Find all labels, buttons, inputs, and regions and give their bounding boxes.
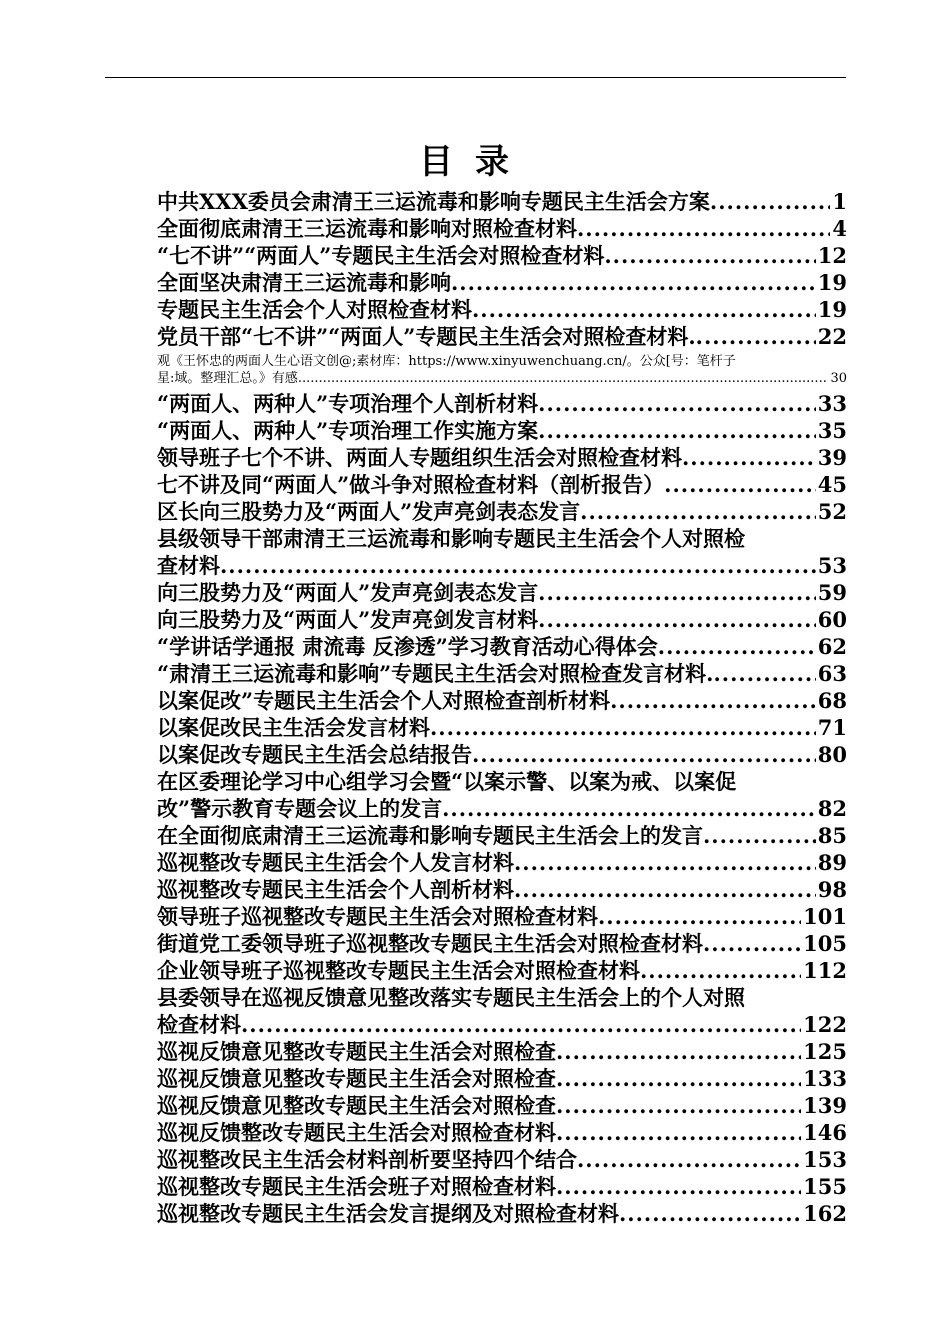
toc-entry[interactable] (157, 417, 847, 444)
toc-entry-title: 七不讲及同“两面人”做斗争对照检查材料（剖析报告） (157, 472, 665, 497)
toc-entry-title: 党员干部“七不讲”“两面人”专题民主生活会对照检查材料. (157, 324, 696, 349)
toc-entry-title: “七不讲”“两面人”专题民主生活会对照检查材料 (157, 243, 605, 268)
toc-page-number: 82 (817, 796, 847, 821)
toc-page-number: 133 (803, 1066, 847, 1091)
toc-page-number: 35 (817, 418, 847, 443)
toc-leader-dots (538, 579, 816, 606)
toc-page-number: 153 (803, 1147, 847, 1172)
toc-leader-dots (713, 660, 815, 687)
toc-page-number: 122 (803, 1012, 847, 1037)
toc-page-number: 71 (817, 715, 847, 740)
toc-entry-title: 全面彻底肃清王三运流毒和影响对照检查材料 (157, 216, 577, 241)
toc-entry-title: “肃清王三运流毒和影响”专题民主生活会对照检查发言材料. (157, 661, 714, 686)
toc-entry-title-line1: 观《王怀忠的两面人生心语文创@;素材库：https://www.xinyuwenchuang.cn/。公众[号：笔杆子 (157, 354, 736, 369)
toc-entry-title: 在全面彻底肃清王三运流毒和影响专题民主生活会上的发言 (157, 823, 703, 848)
toc-entry[interactable] (157, 930, 847, 957)
toc-leader-dots (640, 957, 801, 984)
toc-page-number: 89 (817, 850, 847, 875)
toc-entry[interactable] (157, 741, 847, 768)
toc-page-number: 62 (817, 634, 847, 659)
toc-entry-title: 中共XXX委员会肃清王三运流毒和影响专题民主生活会方案 (157, 189, 710, 214)
toc-entry[interactable] (157, 606, 847, 633)
toc-leader-dots (298, 370, 829, 387)
toc-entry[interactable] (157, 1173, 847, 1200)
toc-entry[interactable] (157, 1146, 847, 1173)
toc-entry-title-line1: 县委领导在巡视反馈意见整改落实专题民主生活会上的个人对照 (157, 985, 745, 1010)
toc-entry[interactable] (157, 1038, 847, 1065)
toc-leader-dots (472, 741, 816, 768)
toc-leader-dots (430, 714, 816, 741)
toc-leader-dots (556, 1092, 801, 1119)
toc-entry[interactable] (157, 471, 847, 498)
toc-entry-title: 以案促改”专题民主生活会个人对照检查剖析材料 (157, 688, 611, 713)
toc-page-number: 4 (832, 216, 847, 241)
toc-entry[interactable] (157, 323, 847, 350)
toc-leader-dots (703, 822, 816, 849)
toc-entry-title: “两面人、两种人”专项治理工作实施方案 (157, 418, 539, 443)
toc-page-number: 101 (803, 904, 847, 929)
toc-page-number: 45 (817, 472, 847, 497)
toc-leader-dots (538, 417, 816, 444)
toc-entry-title: 巡视反馈意见整改专题民主生活会对照检查 (157, 1093, 556, 1118)
toc-leader-dots (241, 1011, 801, 1038)
toc-leader-dots (604, 242, 815, 269)
toc-entry[interactable] (157, 498, 847, 525)
toc-entry[interactable] (157, 188, 847, 215)
toc-leader-dots (696, 323, 816, 350)
toc-entry-title: 以案促改民主生活会发言材料 (157, 715, 430, 740)
toc-entry-title-line1: 在区委理论学习中心组学习会暨“以案示警、以案为戒、以案促 (157, 769, 737, 794)
toc-entry-title: 巡视整改专题民主生活会个人发言材料 (157, 850, 514, 875)
toc-entry[interactable] (157, 849, 847, 876)
toc-entry[interactable] (157, 714, 847, 741)
toc-entry-title: 领导班子七个不讲、两面人专题组织生活会对照检查材料 (157, 445, 682, 470)
toc-leader-dots (619, 1200, 801, 1227)
toc-page-number: 60 (817, 607, 847, 632)
toc-entry[interactable] (157, 296, 847, 323)
toc-page-number: 1 (832, 189, 847, 214)
toc-entry[interactable] (157, 876, 847, 903)
toc-entry-title: 以案促改专题民主生活会总结报告 (157, 742, 472, 767)
toc-page-number: 33 (817, 391, 847, 416)
toc-entry-title: 查材料 (157, 553, 220, 578)
toc-entry[interactable] (157, 1200, 847, 1227)
toc-page-number: 39 (817, 445, 847, 470)
toc-leader-dots (682, 444, 816, 471)
toc-entry-title: 巡视整改民主生活会材料剖析要坚持四个结合 (157, 1147, 577, 1172)
toc-entry-title: 检查材料 (157, 1012, 241, 1037)
header-rule (105, 77, 846, 78)
toc-leader-dots (538, 390, 816, 417)
toc-leader-dots (514, 849, 816, 876)
toc-leader-dots (556, 1173, 801, 1200)
toc-entry[interactable] (157, 903, 847, 930)
toc-leader-dots (577, 1146, 801, 1173)
toc-entry[interactable] (157, 633, 847, 660)
toc-page-number: 52 (817, 499, 847, 524)
toc-entry-title: 向三股势力及“两面人”发声亮剑发言材料 (157, 607, 539, 632)
toc-entry[interactable] (157, 579, 847, 606)
toc-entry[interactable] (157, 1065, 847, 1092)
toc-entry-title: 星:域。整理汇总。》有感 (157, 371, 298, 386)
toc-entry-title: “学讲话学通报 肃流毒 反渗透”学习教育活动心得体会 (157, 634, 658, 659)
toc-page-number: 125 (803, 1039, 847, 1064)
toc-leader-dots (472, 296, 816, 323)
page-title: 目录 (419, 142, 531, 182)
toc-entry[interactable] (157, 350, 847, 390)
toc-leader-dots (556, 1119, 801, 1146)
toc-entry[interactable] (157, 1092, 847, 1119)
toc-leader-dots (664, 471, 816, 498)
toc-entry-title: 领导班子巡视整改专题民主生活会对照检查材料 (157, 904, 598, 929)
toc-page-number: 19 (817, 297, 847, 322)
toc-leader-dots (710, 188, 830, 215)
toc-leader-dots (556, 1065, 801, 1092)
toc-entry-title: 专题民主生活会个人对照检查材料 (157, 297, 472, 322)
toc-entry[interactable] (157, 269, 847, 296)
toc-leader-dots (442, 795, 816, 822)
toc-leader-dots (703, 930, 801, 957)
toc-entry-title: 巡视整改专题民主生活会班子对照检查材料 (157, 1174, 556, 1199)
toc-entry[interactable] (157, 984, 847, 1038)
toc-entry[interactable] (157, 215, 847, 242)
toc-entry[interactable] (157, 390, 847, 417)
toc-page-number: 105 (803, 931, 847, 956)
toc-entry-title: 企业领导班子巡视整改专题民主生活会对照检查材料 (157, 958, 640, 983)
toc-entry-title: 全面坚决肃清王三运流毒和影响 (157, 270, 451, 295)
toc-entry[interactable] (157, 525, 847, 579)
toc-page-number: 59 (817, 580, 847, 605)
toc-entry-title: “两面人、两种人”专项治理个人剖析材料 (157, 391, 539, 416)
toc-leader-dots (514, 876, 816, 903)
toc-entry[interactable] (157, 1119, 847, 1146)
toc-leader-dots (598, 903, 801, 930)
toc-page-number: 53 (817, 553, 847, 578)
toc-entry-title: 巡视整改专题民主生活会个人剖析材料 (157, 877, 514, 902)
toc-entry-title: 区长向三股势力及“两面人”发声亮剑表态发言 (157, 499, 581, 524)
toc-page-number: 63 (817, 661, 847, 686)
toc-entry-title: 改”警示教育专题会议上的发言 (157, 796, 443, 821)
toc-entry-title: 巡视反馈意见整改专题民主生活会对照检查 (157, 1039, 556, 1064)
toc-leader-dots (451, 269, 816, 296)
toc-page-number: 22 (817, 324, 847, 349)
toc-entry-title: 巡视整改专题民主生活会发言提纲及对照检查材料 (157, 1201, 619, 1226)
toc-leader-dots (658, 633, 816, 660)
toc-page-number: 19 (817, 270, 847, 295)
toc-entry[interactable] (157, 660, 847, 687)
toc-page-number: 98 (817, 877, 847, 902)
toc-entry[interactable] (157, 822, 847, 849)
toc-entry-title: 巡视反馈意见整改专题民主生活会对照检查 (157, 1066, 556, 1091)
toc-entry[interactable] (157, 242, 847, 269)
toc-entry[interactable] (157, 768, 847, 822)
toc-entry-title: 街道党工委领导班子巡视整改专题民主生活会对照检查材料 (157, 931, 703, 956)
toc-page-number: 80 (817, 742, 847, 767)
toc-leader-dots (577, 215, 830, 242)
toc-page-number: 68 (817, 688, 847, 713)
toc-leader-dots (610, 687, 816, 714)
toc-page-number: 146 (803, 1120, 847, 1145)
toc-leader-dots (580, 498, 816, 525)
toc-page-number: 162 (803, 1201, 847, 1226)
toc-page-number: 12 (817, 243, 847, 268)
toc-entry-title: 向三股势力及“两面人”发声亮剑表态发言 (157, 580, 539, 605)
toc-leader-dots (538, 606, 816, 633)
table-of-contents (157, 188, 847, 1227)
toc-entry-title-line1: 县级领导干部肃清王三运流毒和影响专题民主生活会个人对照检 (157, 526, 745, 551)
toc-page-number: 155 (803, 1174, 847, 1199)
toc-entry[interactable] (157, 687, 847, 714)
toc-entry-title: 巡视反馈整改专题民主生活会对照检查材料 (157, 1120, 556, 1145)
toc-leader-dots (556, 1038, 801, 1065)
toc-page-number: 85 (817, 823, 847, 848)
toc-page-number: 30 (830, 371, 847, 386)
toc-entry[interactable] (157, 957, 847, 984)
toc-page-number: 112 (803, 958, 847, 983)
toc-leader-dots (220, 552, 816, 579)
toc-page-number: 139 (803, 1093, 847, 1118)
toc-entry[interactable] (157, 444, 847, 471)
